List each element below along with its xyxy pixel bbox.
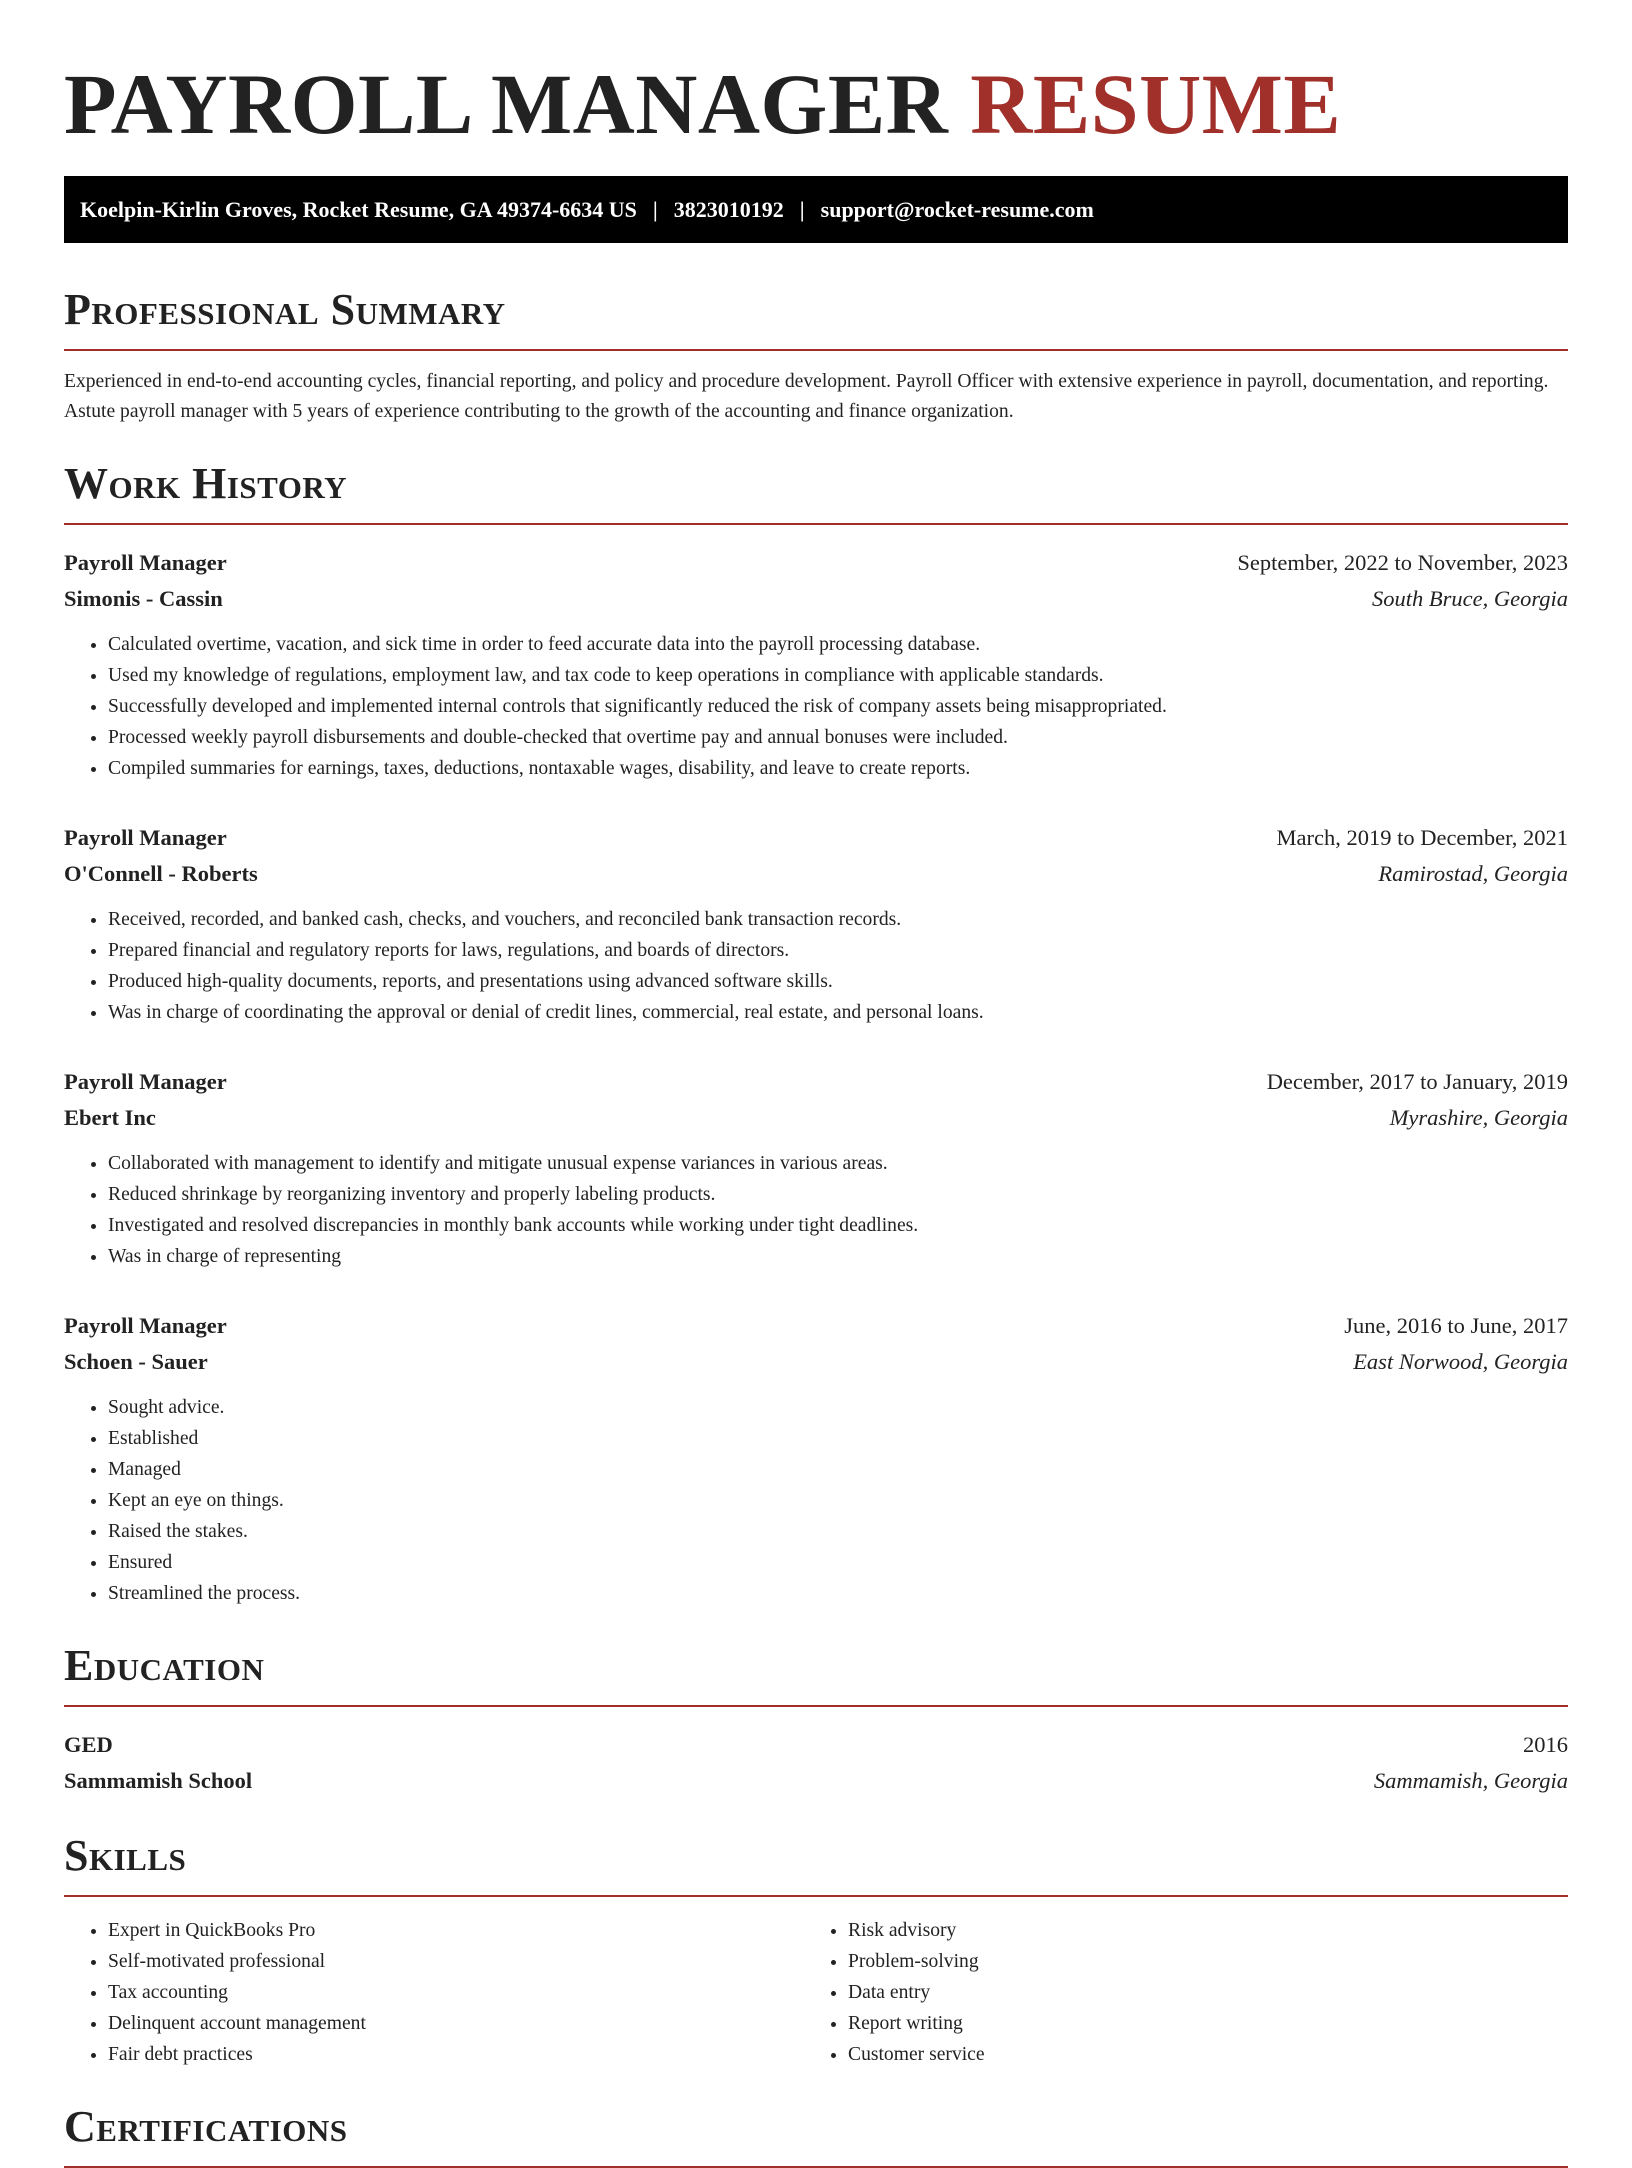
contact-email: support@rocket-resume.com <box>820 196 1094 222</box>
job-bullet: • Investigated and resolved discrepancies in monthly bank accounts while working under tight deadlines. <box>108 1210 1568 1241</box>
job-bullet: • Managed <box>108 1454 1568 1485</box>
job-company: Ebert Inc <box>64 1105 156 1130</box>
skill-item: • Data entry <box>848 1977 1544 2008</box>
certifications-heading: Certifications <box>64 2102 1568 2168</box>
job-location: Ramirostad, Georgia <box>1378 861 1568 886</box>
job-bullet: • Prepared financial and regulatory reports for laws, regulations, and boards of directors. <box>108 935 1568 966</box>
job-bullet: • Produced high-quality documents, reports, and presentations using advanced software skills. <box>108 966 1568 997</box>
work-history-section <box>64 459 1568 1609</box>
job-bullet: • Streamlined the process. <box>108 1578 1568 1609</box>
job-bullet: • Reduced shrinkage by reorganizing inventory and properly labeling products. <box>108 1179 1568 1210</box>
contact-bar <box>64 176 1568 243</box>
skills-list-right <box>804 1915 1544 2070</box>
job-location: Myrashire, Georgia <box>1389 1105 1568 1130</box>
job-bullet: • Processed weekly payroll disbursements and double-checked that overtime pay and annual bonuses were included. <box>108 722 1568 753</box>
contact-separator: | <box>652 196 658 222</box>
job-bullet: • Calculated overtime, vacation, and sick time in order to feed accurate data into the payroll processing database. <box>108 629 1568 660</box>
skill-item: • Expert in QuickBooks Pro <box>108 1915 804 1946</box>
job-bullet: • Compiled summaries for earnings, taxes, deductions, nontaxable wages, disability, and leave to create reports. <box>108 753 1568 784</box>
contact-separator: | <box>799 196 805 222</box>
skill-item: • Risk advisory <box>848 1915 1544 1946</box>
skill-item: • Delinquent account management <box>108 2008 804 2039</box>
job-title: Payroll Manager <box>64 825 227 850</box>
job-company: Simonis - Cassin <box>64 586 223 611</box>
job-location: East Norwood, Georgia <box>1353 1349 1568 1374</box>
job-bullet: • Successfully developed and implemented internal controls that significantly reduced the risk of company assets being misappropriated. <box>108 691 1568 722</box>
summary-heading: Professional Summary <box>64 285 1568 351</box>
job-bullet: • Received, recorded, and banked cash, checks, and vouchers, and reconciled bank transaction records. <box>108 904 1568 935</box>
skill-item: • Problem-solving <box>848 1946 1544 1977</box>
education-school: Sammamish School <box>64 1768 253 1793</box>
job-title: Payroll Manager <box>64 1313 227 1338</box>
skill-item: • Tax accounting <box>108 1977 804 2008</box>
job-bullet: • Established <box>108 1423 1568 1454</box>
job-bullets <box>64 904 1568 1028</box>
skills-list-left <box>64 1915 804 2070</box>
job-entry <box>64 1064 1568 1272</box>
education-location: Sammamish, Georgia <box>1373 1768 1568 1793</box>
job-bullet: • Ensured <box>108 1547 1568 1578</box>
job-bullets <box>64 1392 1568 1609</box>
skills-heading: Skills <box>64 1831 1568 1897</box>
summary-text: Experienced in end-to-end accounting cycles, financial reporting, and policy and procedure development. Payroll Officer with extensive experience in payroll, documentation, and reporting. Astute payroll manager with 5 years of experience contributing to the growth of the accounting and finance organization. <box>64 371 1549 422</box>
title-main: PAYROLL MANAGER <box>64 56 949 152</box>
job-bullets <box>64 1148 1568 1272</box>
job-title: Payroll Manager <box>64 1069 227 1094</box>
job-bullet: • Used my knowledge of regulations, employment law, and tax code to keep operations in compliance with applicable standards. <box>108 660 1568 691</box>
job-entry <box>64 1308 1568 1609</box>
resume-title <box>64 58 1568 150</box>
job-title: Payroll Manager <box>64 550 227 575</box>
job-bullet: • Sought advice. <box>108 1392 1568 1423</box>
skills-section <box>64 1831 1568 2070</box>
contact-address: Koelpin-Kirlin Groves, Rocket Resume, GA 49374-6634 US <box>80 196 637 222</box>
education-entry <box>64 1727 1568 1799</box>
job-bullet: • Collaborated with management to identify and mitigate unusual expense variances in various areas. <box>108 1148 1568 1179</box>
education-section <box>64 1641 1568 1799</box>
job-bullet: • Was in charge of representing <box>108 1241 1568 1272</box>
skill-item: • Self-motivated professional <box>108 1946 804 1977</box>
title-accent: RESUME <box>970 56 1342 152</box>
skill-item: • Fair debt practices <box>108 2039 804 2070</box>
resume-page <box>64 0 1568 2168</box>
job-entry <box>64 545 1568 784</box>
job-bullet: • Was in charge of coordinating the approval or denial of credit lines, commercial, real estate, and personal loans. <box>108 997 1568 1028</box>
education-heading: Education <box>64 1641 1568 1707</box>
skills-columns <box>64 1915 1568 2070</box>
job-bullet: • Raised the stakes. <box>108 1516 1568 1547</box>
contact-phone: 3823010192 <box>673 196 784 222</box>
education-degree: GED <box>64 1732 113 1757</box>
job-entry <box>64 820 1568 1028</box>
work-history-heading: Work History <box>64 459 1568 525</box>
education-year: 2016 <box>1523 1732 1568 1757</box>
job-dates: September, 2022 to November, 2023 <box>1237 550 1568 575</box>
skill-item: • Customer service <box>848 2039 1544 2070</box>
job-location: South Bruce, Georgia <box>1371 586 1568 611</box>
job-bullets <box>64 629 1568 784</box>
job-bullet: • Kept an eye on things. <box>108 1485 1568 1516</box>
job-company: Schoen - Sauer <box>64 1349 208 1374</box>
job-company: O'Connell - Roberts <box>64 861 258 886</box>
job-dates: March, 2019 to December, 2021 <box>1276 825 1568 850</box>
job-dates: June, 2016 to June, 2017 <box>1344 1313 1568 1338</box>
skill-item: • Report writing <box>848 2008 1544 2039</box>
job-dates: December, 2017 to January, 2019 <box>1266 1069 1568 1094</box>
